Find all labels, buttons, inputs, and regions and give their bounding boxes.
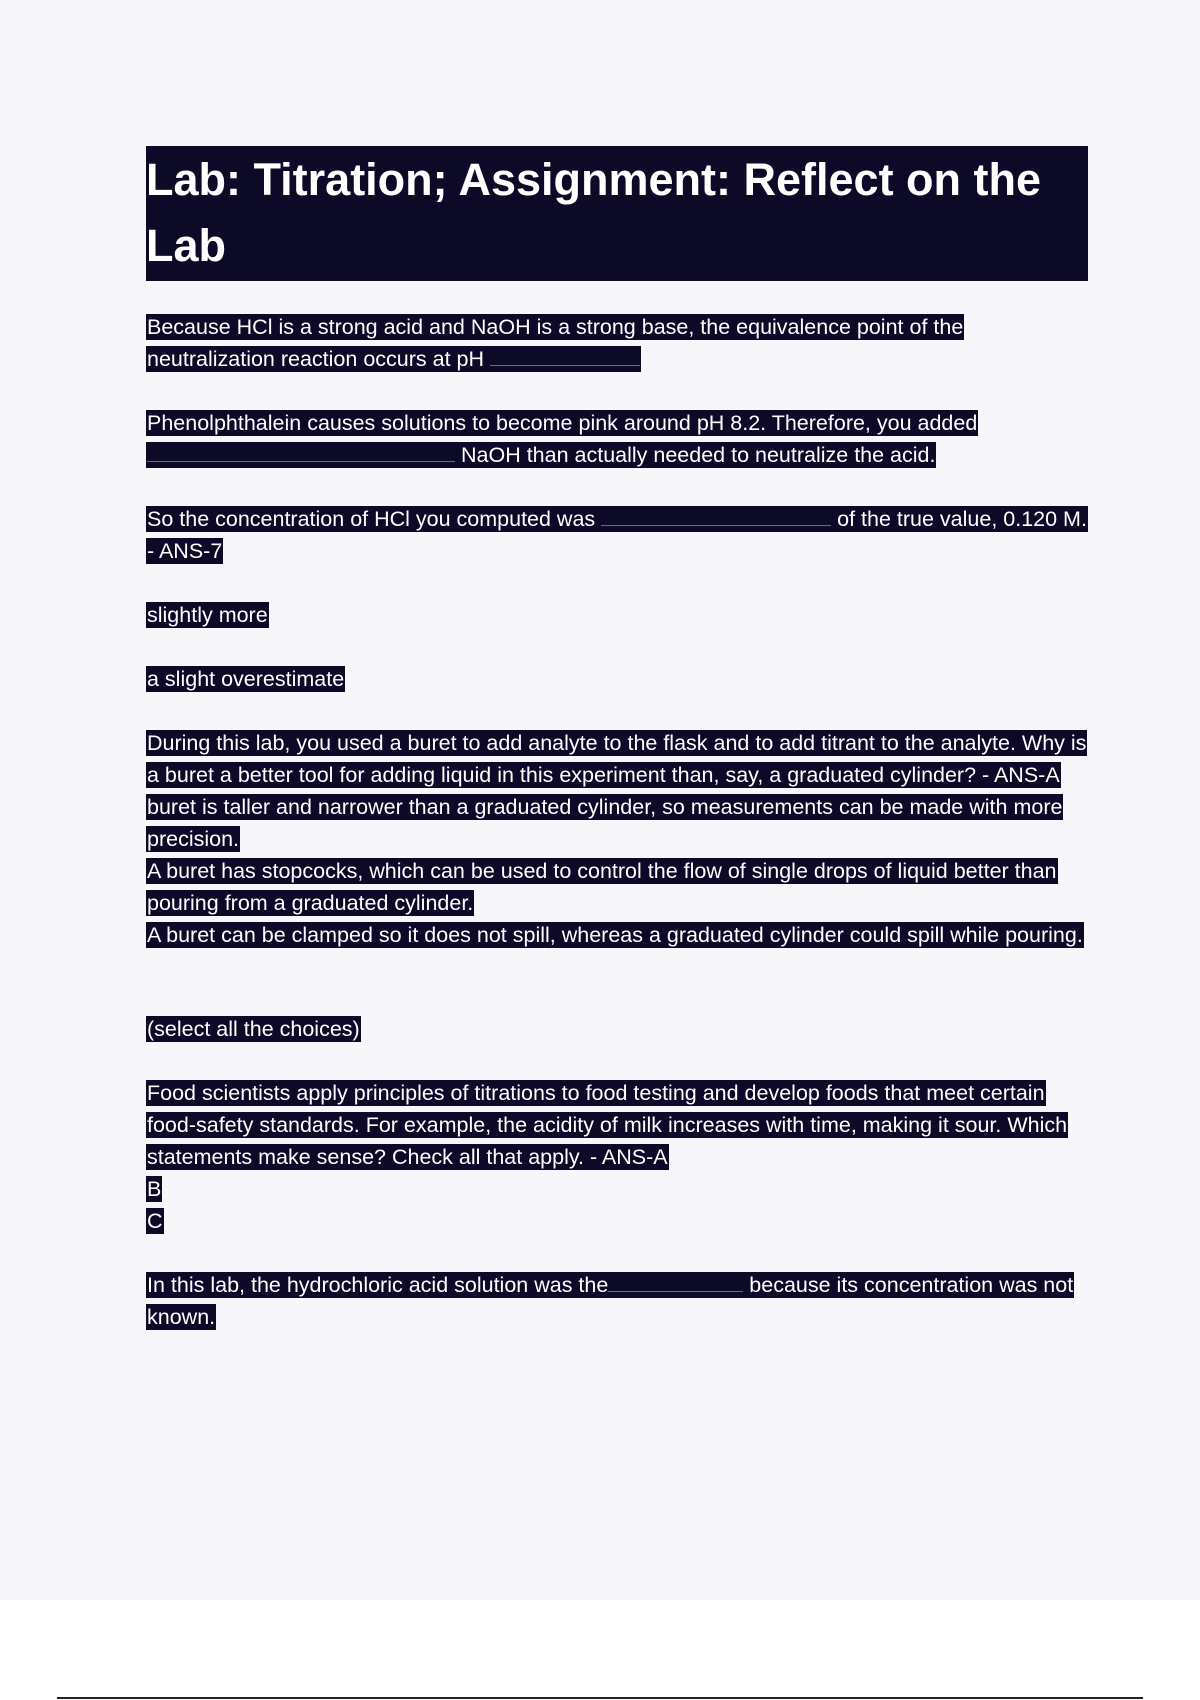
question-hydrochloric-acid [146,1269,1088,1333]
question-concentration [146,503,1088,567]
q3-blank [601,505,831,526]
title-banner [146,146,1088,281]
q4-answer-3: A buret can be clamped so it does not spill, whereas a graduated cylinder could spill while pouring. [147,923,1083,947]
select-all-note: (select all the choices) [147,1017,360,1041]
q4-question: During this lab, you used a buret to add analyte to the flask and to add titrant to the analyte. Why is a buret a better tool for adding liquid in this experiment than, say, a graduated cylinder? - ANS-A buret is taller and narrower than a graduated cylinder, so measurements can be made with more precision. [147,731,1087,851]
answer-buret-stopcocks [146,855,1088,919]
q6-text-after: because its concentration was not known. [147,1273,1074,1329]
answer-overestimate: a slight overestimate [147,667,345,691]
answer-b: B [147,1177,162,1201]
q1-text: Because HCl is a strong acid and NaOH is a strong base, the equivalence point of the neutralization reaction occurs at pH [147,315,964,371]
q4-answer-2: A buret has stopcocks, which can be used to control the flow of single drops of liquid better than pouring from a graduated cylinder. [147,859,1057,915]
q2-text-after: NaOH than actually needed to neutralize the acid. [460,443,936,467]
q3-text-after: of the true value, 0.120 M. - ANS-7 [147,507,1087,563]
q1-blank [490,345,640,366]
q6-blank [608,1271,743,1292]
q5-question: Food scientists apply principles of titrations to food testing and develop foods that meet certain food-safety standards. For example, the acidity of milk increases with time, making it sour. Which statements make sense? Check all that apply. - ANS-A [147,1081,1068,1169]
question-food-scientists [146,1077,1088,1173]
q6-text-before: In this lab, the hydrochloric acid solution was the [147,1273,609,1297]
q2-blank [147,441,455,462]
answer-c: C [147,1209,163,1233]
answer-buret-clamped [146,919,1088,951]
question-buret [146,727,1088,855]
page-title: Lab: Titration; Assignment: Reflect on the Lab [146,154,1042,271]
question-equivalence-point [146,311,1088,375]
answer-slightly-more: slightly more [147,603,268,627]
q2-text-before: Phenolphthalein causes solutions to become pink around pH 8.2. Therefore, you added [147,411,978,435]
document-content [146,146,1088,1333]
question-phenolphthalein [146,407,1088,471]
footer-divider [57,1697,1143,1699]
q3-text-before: So the concentration of HCl you computed was [147,507,596,531]
